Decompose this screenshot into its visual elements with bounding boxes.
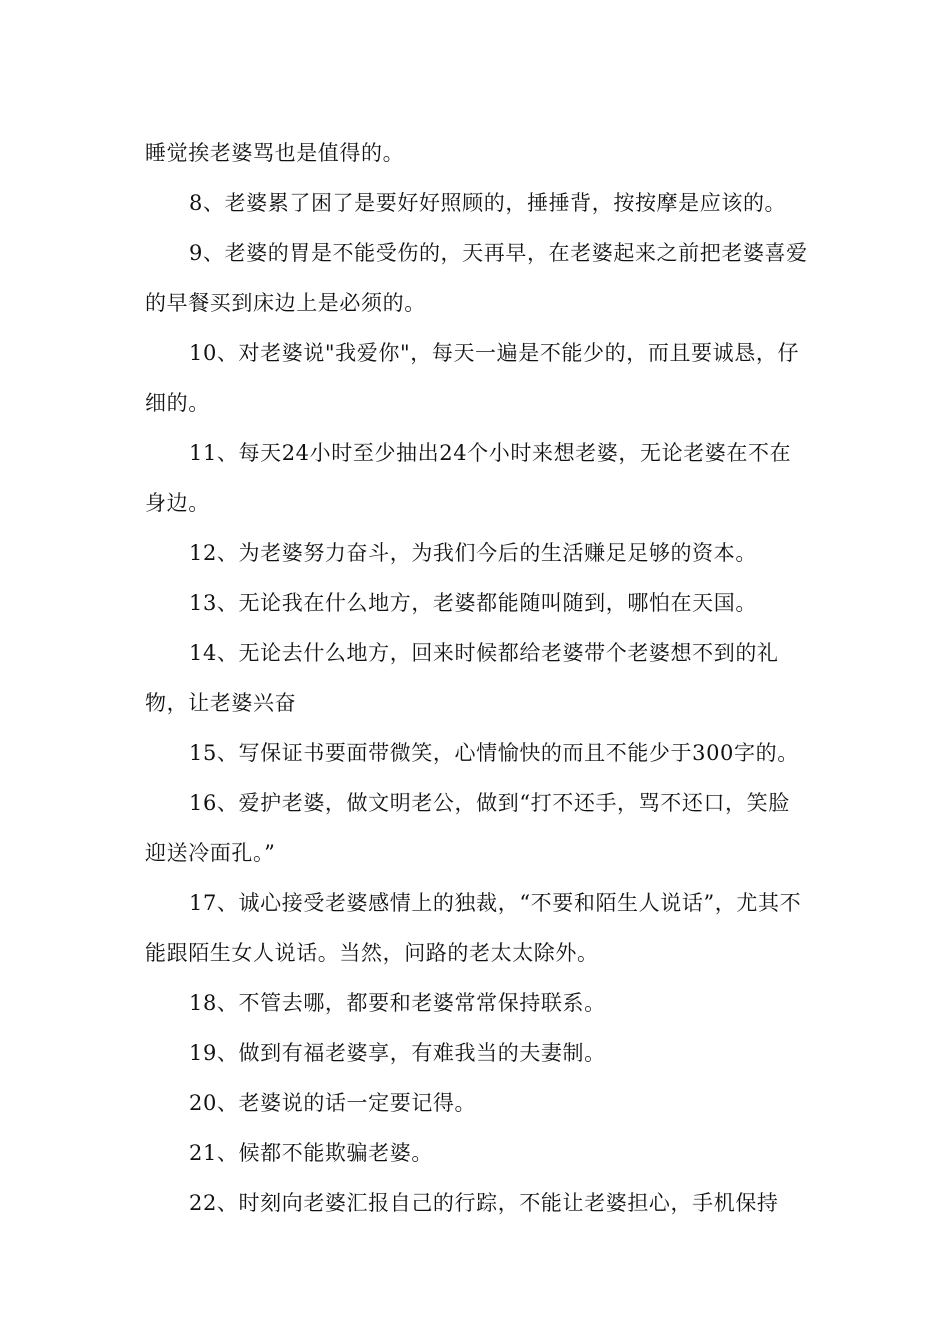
list-item-14: 14、无论去什么地方，回来时候都给老婆带个老婆想不到的礼物，让老婆兴奋 bbox=[145, 641, 779, 715]
list-item-20: 20、老婆说的话一定要记得。 bbox=[189, 1091, 477, 1115]
list-item-16: 16、爱护老婆，做文明老公，做到“打不还手，骂不还口，笑脸迎送冷面孔。” bbox=[145, 791, 790, 865]
list-item-13: 13、无论我在什么地方，老婆都能随叫随到，哪怕在天国。 bbox=[189, 591, 757, 615]
list-item-12: 12、为老婆努力奋斗，为我们今后的生活赚足足够的资本。 bbox=[189, 541, 757, 565]
document-body bbox=[145, 128, 810, 1228]
list-item-9: 9、老婆的胃是不能受伤的，天再早，在老婆起来之前把老婆喜爱的早餐买到床边上是必须的。 bbox=[145, 241, 808, 315]
paragraph-continuation: 睡觉挨老婆骂也是值得的。 bbox=[145, 141, 405, 165]
list-item-19: 19、做到有福老婆享，有难我当的夫妻制。 bbox=[189, 1041, 606, 1065]
list-item-11: 11、每天24小时至少抽出24个小时来想老婆，无论老婆在不在身边。 bbox=[145, 441, 792, 515]
list-item-10: 10、对老婆说"我爱你"，每天一遍是不能少的，而且要诚恳，仔细的。 bbox=[145, 341, 800, 415]
list-item-18: 18、不管去哪，都要和老婆常常保持联系。 bbox=[189, 991, 606, 1015]
list-item-21: 21、候都不能欺骗老婆。 bbox=[189, 1141, 433, 1165]
list-item-17: 17、诚心接受老婆感情上的独裁，“不要和陌生人说话”，尤其不能跟陌生女人说话。当然，问路的老太太除外。 bbox=[145, 891, 802, 965]
list-item-8: 8、老婆累了困了是要好好照顾的，捶捶背，按按摩是应该的。 bbox=[189, 191, 787, 215]
list-item-22: 22、时刻向老婆汇报自己的行踪，不能让老婆担心，手机保持 bbox=[189, 1191, 779, 1215]
list-item-15: 15、写保证书要面带微笑，心情愉快的而且不能少于300字的。 bbox=[189, 741, 799, 765]
